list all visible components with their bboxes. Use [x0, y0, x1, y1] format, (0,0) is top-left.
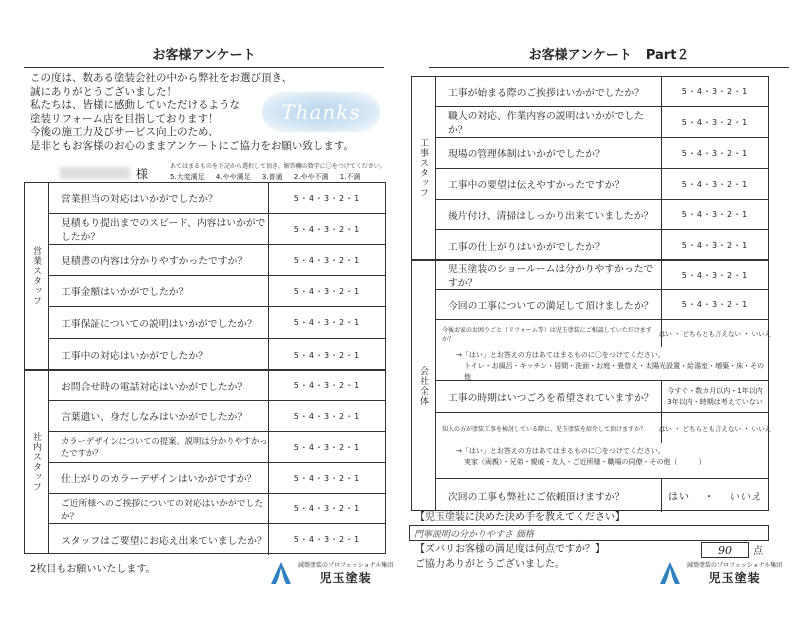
question-row	[49, 183, 385, 214]
question-row	[436, 413, 772, 443]
question-text: 営業担当の対応はいかがでしたか？	[49, 183, 269, 213]
logo-tagline: 減築塗装のプロフェッショナル集団	[687, 562, 783, 569]
rating-options[interactable]: 5・4・3・2・1	[681, 179, 749, 189]
rating-options[interactable]: 5・4・3・2・1	[293, 255, 361, 265]
question-row	[436, 290, 768, 320]
question-row	[436, 320, 772, 347]
question-text: カラーデザインについての提案、説明は分かりやすかったですか？	[49, 432, 269, 462]
question-text: 工事中の対応はいかがでしたか？	[49, 339, 269, 371]
logo-tagline: 減築塗装のプロフェッショナル集団	[298, 562, 394, 569]
question-text: 次回の工事も弊社にご依頼頂けますか？	[436, 479, 662, 512]
question-row	[49, 494, 385, 524]
question-text: 後片付け、清掃はしっかり出来ていましたか？	[436, 200, 662, 229]
logo-name: 児玉塗装	[319, 571, 372, 585]
intro-line: 私たちは、皆様に感動していただけるような	[30, 99, 240, 111]
question-text: スタッフはご要望にお応え出来ていましたか？	[49, 524, 269, 555]
legend-item: 1.不満	[339, 173, 361, 181]
question-row	[436, 169, 768, 200]
logo-mountain-icon	[268, 560, 294, 586]
rating-options[interactable]: 5・4・3・2・1	[681, 148, 749, 158]
followup-instruction: →「はい」とお答えの方はあてはまるものに〇をつけてください。	[456, 447, 665, 455]
score-unit: 点	[753, 546, 763, 557]
logo-name: 児玉塗装	[708, 571, 761, 585]
question-text: 今回の工事についての満足して頂けましたか？	[436, 290, 662, 319]
followup-options[interactable]: トイレ・お風呂・キッチン・居間・洗面・お庭・畳替え・太陽光設置・給湯室・増築・床・その他	[464, 362, 765, 381]
legend-item: 5.大変満足	[170, 173, 205, 181]
score-label: 【ズバリお客様の満足度は何点ですか？】	[415, 544, 605, 555]
rating-legend	[170, 172, 369, 182]
legend-item: 3.普通	[261, 173, 283, 181]
yes-option[interactable]: はい	[668, 492, 690, 503]
question-row	[436, 77, 768, 107]
timing-option[interactable]: 今すぐ・数カ月以内・1年以内	[667, 386, 763, 395]
rating-options[interactable]: 5・4・3・2・1	[293, 286, 361, 296]
rating-options[interactable]: 5・4・3・2・1	[293, 504, 361, 513]
intro-line: 今後の施工力及びサービス向上のため、	[30, 126, 219, 138]
question-text: 工事金額はいかがでしたか？	[49, 276, 269, 306]
deciding-factor-answer-box[interactable]	[409, 525, 769, 541]
timing-option[interactable]: 3年以内・時期は考えていない	[667, 397, 763, 406]
logo-mountain-icon	[657, 560, 683, 586]
yes-no-options[interactable]	[662, 479, 768, 512]
group-label: 社内スタッフ	[25, 371, 49, 553]
option-separator: ・	[704, 492, 715, 503]
question-text: 言葉遣い、身だしなみはいかがでしたか？	[49, 401, 269, 431]
group-label: 営業スタッフ	[25, 183, 49, 369]
intro-line: 是非ともお客様のお心のままアンケートにご協力をお願い致します。	[30, 139, 355, 152]
followup-note	[436, 347, 768, 381]
question-text: 見積書の内容は分かりやすかったですか？	[49, 245, 269, 275]
question-row	[49, 463, 385, 494]
rating-options[interactable]: 5・4・3・2・1	[293, 411, 361, 421]
page-title	[429, 46, 789, 68]
page-title: お客様アンケート	[24, 46, 384, 68]
rating-options[interactable]: 5・4・3・2・1	[293, 442, 361, 452]
question-row	[49, 401, 385, 432]
question-text: 今後お家のお困りごと（リフォーム等）は児玉塗装にご相談していただけますか？	[436, 320, 662, 347]
question-text: 知人の方が塗装工事を検討している際に、児玉塗装を紹介して頂けますか？	[436, 413, 662, 443]
thank-you-line: ご協力ありがとうございました。	[415, 559, 565, 570]
legend-item: 4.やや満足	[215, 173, 251, 181]
survey-page-1	[0, 0, 395, 622]
question-row	[49, 307, 385, 339]
next-page-note: 2枚目もお願いいたします。	[30, 564, 156, 575]
question-row	[49, 276, 385, 307]
rating-options[interactable]: 5・4・3・2・1	[681, 300, 749, 309]
group-company-overall	[411, 260, 772, 511]
rating-options[interactable]: 5・4・3・2・1	[293, 318, 361, 327]
question-text: 工事保証についての説明はいかがでしたか？	[49, 307, 269, 338]
rating-options[interactable]: 5・4・3・2・1	[681, 87, 749, 96]
question-text: 児玉塗装のショールームは分かりやすかったですか？	[436, 261, 662, 289]
question-row	[436, 381, 768, 413]
question-text: 工事が始まる際のご挨拶はいかがでしたか？	[436, 77, 662, 106]
question-text: 仕上がりのカラーデザインはいかがですか？	[49, 463, 269, 493]
question-row	[49, 339, 385, 371]
group-internal-staff	[24, 370, 386, 554]
question-row	[49, 432, 385, 463]
question-text: 職人の対応、作業内容の説明はいかがでしたか？	[436, 107, 662, 137]
rating-options[interactable]: 5・4・3・2・1	[293, 381, 361, 390]
rating-options[interactable]: 5・4・3・2・1	[681, 270, 749, 280]
question-row	[49, 245, 385, 276]
question-text: 現場の管理体制はいかがでしたか？	[436, 138, 662, 168]
question-row	[436, 138, 768, 169]
question-row	[49, 371, 385, 401]
question-text: 工事の仕上がりはいかがでしたか？	[436, 230, 662, 261]
customer-name-row	[30, 163, 385, 181]
followup-instruction: →「はい」とお答えの方はあてはまるものに〇をつけてください。	[456, 351, 665, 359]
survey-page-2	[405, 0, 800, 622]
rating-options[interactable]: 5・4・3・2・1	[681, 210, 749, 219]
rating-options[interactable]: 5・4・3・2・1	[293, 224, 361, 234]
choice-options[interactable]: はい ・ どちらとも言えない ・ いいえ	[658, 330, 772, 338]
title-part: Part２	[645, 48, 690, 63]
thanks-watermark: Thanks	[262, 92, 380, 132]
group-construction-staff	[411, 76, 769, 260]
honorific: 様	[136, 167, 149, 181]
timing-options[interactable]	[662, 381, 768, 412]
rating-options[interactable]: 5・4・3・2・1	[293, 350, 361, 360]
rating-options[interactable]: 5・4・3・2・1	[293, 473, 361, 483]
intro-line: この度は、数ある塗装会社の中から弊社をお選び頂き、	[30, 72, 293, 84]
question-text: ご近所様へのご挨拶についての対応はいかがでしたか？	[49, 494, 269, 523]
rating-options[interactable]: 5・4・3・2・1	[681, 117, 749, 127]
rating-options[interactable]: 5・4・3・2・1	[293, 535, 361, 544]
rating-options[interactable]: 5・4・3・2・1	[681, 241, 749, 250]
choice-options[interactable]: はい ・ どちらとも言えない ・ いいえ	[658, 424, 772, 433]
question-row	[49, 214, 385, 245]
group-label: 工事スタッフ	[412, 77, 436, 259]
intro-line: 誠にありがとうございました！	[30, 85, 177, 98]
followup-options[interactable]: 実家（両親）・兄弟・親戚・友人・ご近所様・職場の同僚・その他（ ）	[464, 458, 706, 466]
rating-options[interactable]: 5・4・3・2・1	[293, 193, 361, 203]
company-logo	[268, 560, 393, 586]
legend-item: 2.やや不満	[293, 173, 329, 181]
question-text: 工事中の要望は伝えやすかったですか？	[436, 169, 662, 199]
question-row	[436, 479, 768, 512]
question-text: 工事の時期はいつごろを希望されていますか？	[436, 381, 662, 412]
instruction-note: あてはまるものを下記から選択して頂き、解答欄の数字に〇をつけてください。	[170, 163, 386, 170]
company-logo	[657, 560, 782, 586]
question-text: 見積もり提出までのスピード、内容はいかがでしたか？	[49, 214, 269, 244]
group-sales-staff	[24, 182, 386, 370]
no-option[interactable]: いいえ	[729, 492, 762, 503]
redacted-name	[60, 167, 130, 179]
question-row	[436, 200, 768, 230]
score-input[interactable]: 90	[701, 542, 749, 558]
title-text: お客様アンケート	[528, 48, 632, 63]
question-row	[436, 107, 768, 138]
followup-note	[436, 443, 768, 479]
question-row	[49, 524, 385, 555]
group-label: 会社全体	[412, 261, 436, 510]
deciding-factor-label: 【児玉塗装に決めた決め手を教えてください】	[415, 512, 625, 523]
intro-line: 塗装リフォーム店を目指しております！	[30, 112, 219, 125]
question-text: お問合せ時の電話対応はいかがでしたか？	[49, 371, 269, 400]
question-row	[436, 230, 768, 261]
question-row	[436, 261, 768, 290]
deciding-factor-answer: 門寧説明の分かりやすさ 価格	[414, 530, 534, 540]
